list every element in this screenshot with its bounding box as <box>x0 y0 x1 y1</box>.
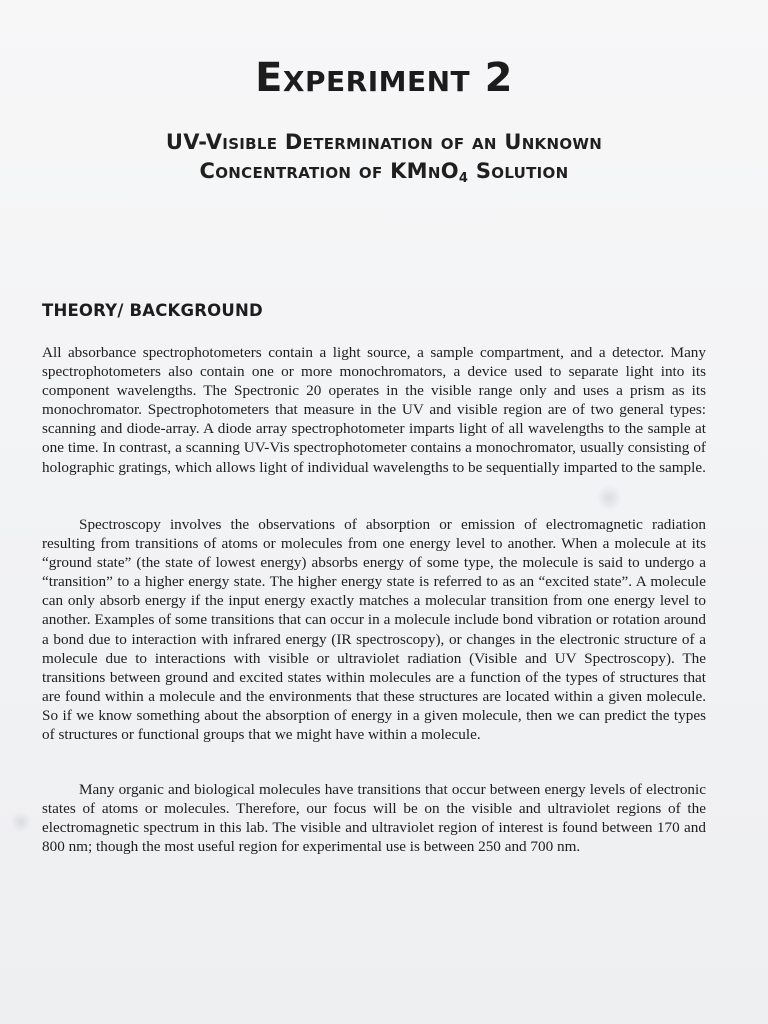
scan-smudge <box>10 812 32 832</box>
subtitle-text: Solution <box>468 159 569 183</box>
experiment-title: Experiment 2 <box>255 55 513 101</box>
experiment-subtitle-line1: UV-Visible Determination of an Unknown <box>165 130 603 154</box>
section-heading: THEORY/ BACKGROUND <box>42 301 263 320</box>
experiment-subtitle-line2 <box>0 159 768 186</box>
scan-smudge <box>596 485 622 511</box>
subtitle-text: Concentration of KMnO <box>199 159 459 183</box>
paragraph: Spectroscopy involves the observations of absorption or emission of electromagnetic radiation resulting from transitions of atoms or molecules from one energy level to another. When a molecule at its “ground state” (the state of lowest energy) absorbs energy of some type, the molecule is said to undergo a “transition” to a higher energy state. The higher energy state is referred to as an “excited state”. A molecule can only absorb energy if the input energy exactly matches a molecular transition from one energy level to another. Examples of some transitions that can occur in a molecule include bond vibration or rotation around a bond due to interaction with infrared energy (IR spectroscopy), or changes in the electronic structure of a molecule due to interactions with visible or ultraviolet radiation (Visible and UV Spectroscopy). The transitions between ground and excited states within molecules are a function of the types of structures that are found within a molecule and the environments that these structures are located within a given molecule. So if we know something about the absorption of energy in a given molecule, then we can predict the types of structures or functional groups that we might have within a molecule. <box>42 516 706 744</box>
subscript: 4 <box>458 171 469 186</box>
paragraph: Many organic and biological molecules have transitions that occur between energy levels of electronic states of atoms or molecules. Therefore, our focus will be on the visible and ultraviolet regions of the electromagnetic spectrum in this lab. The visible and ultraviolet region of interest is found between 170 and 800 nm; though the most useful region for experimental use is between 250 and 700 nm. <box>42 781 706 856</box>
paragraph: All absorbance spectrophotometers contain a light source, a sample compartment, and a detector. Many spectrophotometers also contain one or more monochromators, a device used to separate light into its component wavelengths. The Spectronic 20 operates in the visible range only and uses a prism as its monochromator. Spectrophotometers that measure in the UV and visible region are of two general types: scanning and diode-array. A diode array spectrophotometer imparts light of all wavelengths to the sample at one time. In contrast, a scanning UV-Vis spectrophotometer contains a monochromator, usually consisting of holographic gratings, which allows light of individual wavelengths to be sequentially imparted to the sample. <box>42 344 706 476</box>
